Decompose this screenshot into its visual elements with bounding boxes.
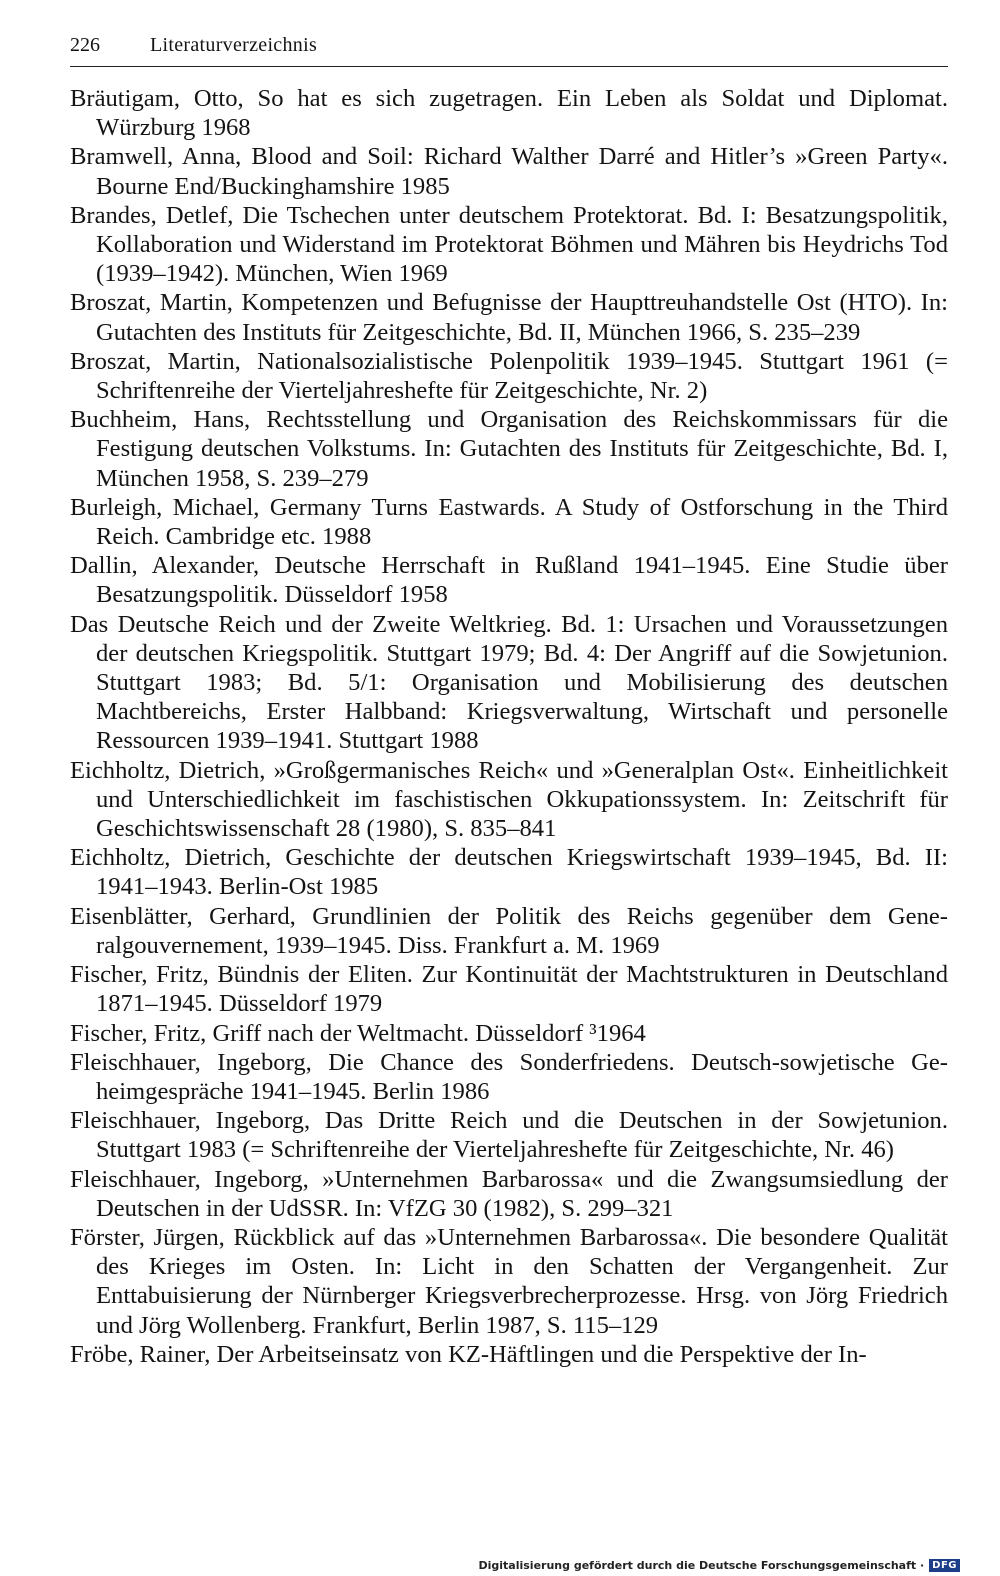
running-title: Literaturverzeichnis [150,34,318,56]
bibliography-entry: Eisenblätter, Gerhard, Grundlinien der Politik des Reichs gegenüber dem Generalgouvernement, 1939–1945. Diss. Frankfurt a. M. 1969 [70,902,948,959]
bibliography-entry: Fischer, Fritz, Bündnis der Eliten. Zur Kontinuität der Machtstrukturen in Deutschland 1871–1945. Düsseldorf 1979 [70,961,948,1018]
bibliography-entry: Fleischhauer, Ingeborg, »Unternehmen Barbarossa« und die Zwangsumsiedlung der Deutschen in der UdSSR. In: VfZG 30 (1982), S. 299–321 [70,1165,948,1222]
bibliography-entry: Fröbe, Rainer, Der Arbeitseinsatz von KZ-Häftlingen und die Perspektive der In- [70,1340,867,1368]
bibliography-entry: Förster, Jürgen, Rückblick auf das »Unternehmen Barbarossa«. Die besondere Qualität des Krieges im Osten. In: Licht in den Schatten der Vergangenheit. Zur Enttabuisierung der Nürnberger Kriegsverbrecherprozesse. Hrsg. von Jörg Friedrich und Jörg Wollenberg. Frankfurt, Berlin 1987, S. 115–129 [70,1223,948,1339]
bibliography-entry: Bräutigam, Otto, So hat es sich zugetragen. Ein Leben als Soldat und Diplomat. Würzburg 1968 [70,85,948,142]
bibliography-list [70,84,948,1369]
bibliography-entry: Buchheim, Hans, Rechtsstellung und Organisation des Reichskommissars für die Festigung deutschen Volkstums. In: Gutachten des Instituts für Zeitgeschichte, Bd. I, München 1958, S. 239–279 [70,406,948,492]
digitization-footer [478,1559,960,1572]
bibliography-entry: Fischer, Fritz, Griff nach der Weltmacht. Düsseldorf ³1964 [70,1019,646,1047]
bibliography-entry: Bramwell, Anna, Blood and Soil: Richard Walther Darré and Hitler’s »Green Party«. Bourne End/Buckinghamshire 1985 [70,143,948,200]
bibliography-entry: Broszat, Martin, Kompetenzen und Befugnisse der Haupttreuhandstelle Ost (HTO). In: Gutachten des Instituts für Zeitgeschichte, Bd. II, München 1966, S. 235–239 [70,289,948,346]
bibliography-entry: Dallin, Alexander, Deutsche Herrschaft in Rußland 1941–1945. Eine Studie über Besatzungspolitik. Düsseldorf 1958 [70,552,948,609]
page-header [70,30,948,67]
bibliography-entry: Eichholtz, Dietrich, Geschichte der deutschen Kriegswirtschaft 1939–1945, Bd. II: 1941–1943. Berlin-Ost 1985 [70,844,948,901]
bibliography-entry: Broszat, Martin, Nationalsozialistische Polenpolitik 1939–1945. Stuttgart 1961 (= Schriftenreihe der Vierteljahreshefte für Zeitgeschichte, Nr. 2) [70,347,948,405]
footer-text: Digitalisierung gefördert durch die Deutsche Forschungsgemeinschaft · [478,1559,925,1572]
bibliography-entry: Burleigh, Michael, Germany Turns Eastwards. A Study of Ostforschung in the Third Reich. Cambridge etc. 1988 [70,493,948,551]
bibliography-entry: Fleischhauer, Ingeborg, Das Dritte Reich und die Deutschen in der Sowjetunion. Stuttgart 1983 (= Schriftenreihe der Vierteljahreshefte für Zeitgeschichte, Nr. 46) [70,1107,948,1164]
dfg-logo: DFG [929,1559,960,1572]
bibliography-entry: Das Deutsche Reich und der Zweite Weltkrieg. Bd. 1: Ursachen und Voraussetzungen der deutschen Kriegspolitik. Stuttgart 1979; Bd. 4: Der Angriff auf die Sowjetunion. Stuttgart 1983; Bd. 5/1: Organisation und Mobilisierung des deutschen Machtbereichs, Erster Halbband: Kriegsverwaltung, Wirtschaft und personelle Ressourcen 1939–1941. Stuttgart 1988 [70,610,948,755]
page-number: 226 [70,34,100,56]
bibliography-entry: Brandes, Detlef, Die Tschechen unter deutschem Protektorat. Bd. I: Besatzungspolitik, Kollaboration und Widerstand im Protektorat Böhmen und Mähren bis Heydrichs Tod (1939–1942). München, Wien 1969 [70,201,948,288]
bibliography-entry: Eichholtz, Dietrich, »Großgermanisches Reich« und »Generalplan Ost«. Einheitlichkeit und Unterschiedlichkeit im faschistischen Okkupationssystem. In: Zeitschrift für Geschichtswissenschaft 28 (1980), S. 835–841 [70,756,948,843]
bibliography-entry: Fleischhauer, Ingeborg, Die Chance des Sonderfriedens. Deutsch-sowjetische Geheimgespräche 1941–1945. Berlin 1986 [70,1048,948,1105]
